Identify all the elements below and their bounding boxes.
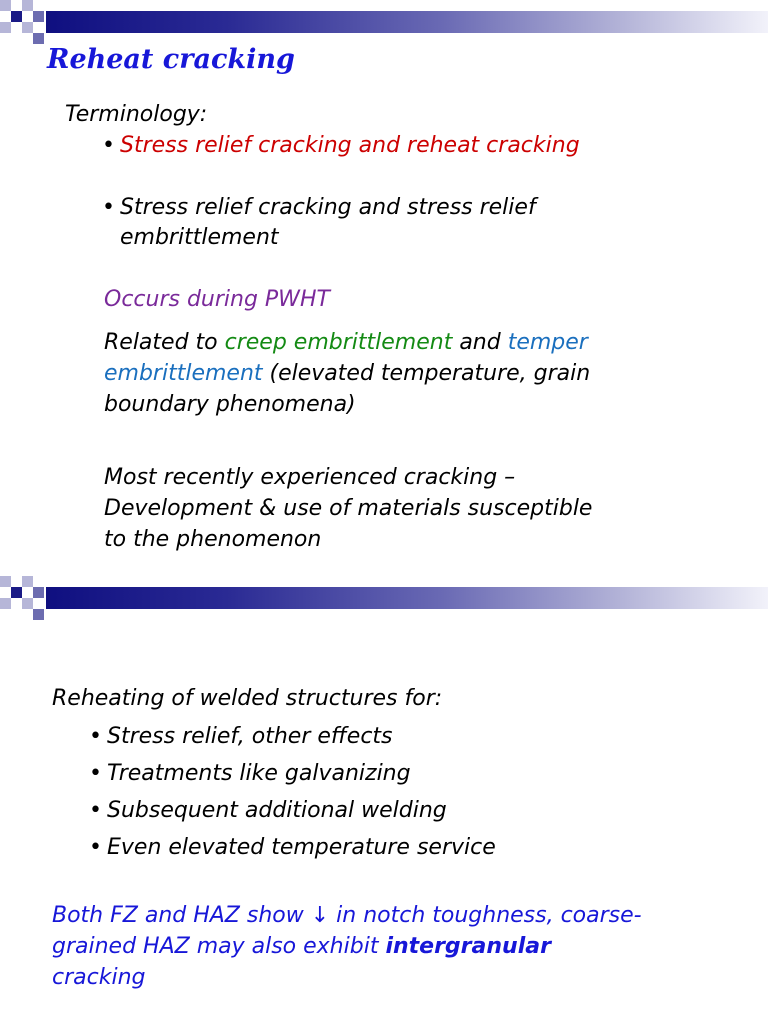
bullet-icon: • xyxy=(89,761,102,786)
bullet-text: Subsequent additional welding xyxy=(107,798,447,823)
deco-square xyxy=(0,22,11,33)
reheating-intro: Reheating of welded structures for: xyxy=(52,686,443,711)
bullet-text: Stress relief, other effects xyxy=(107,724,393,749)
deco-square xyxy=(11,11,22,22)
deco-square xyxy=(22,22,33,33)
related-line-1 xyxy=(104,327,588,358)
note-line-1: Both FZ and HAZ show ↓ in notch toughness, coarse- xyxy=(52,903,642,928)
bullet-text: Stress relief cracking and stress relief xyxy=(120,195,536,220)
occurs-statement: Occurs during PWHT xyxy=(104,287,330,312)
header-gradient-bar xyxy=(46,11,768,33)
recent-line-2: Development & use of materials susceptible xyxy=(104,496,593,521)
bullet-text: Stress relief cracking and reheat cracking xyxy=(120,133,580,158)
deco-square xyxy=(22,598,33,609)
temper-text: temper xyxy=(507,330,588,355)
deco-square xyxy=(33,609,44,620)
header-band-top xyxy=(0,0,768,46)
deco-square xyxy=(0,576,11,587)
slide-title: Reheat cracking xyxy=(47,44,295,75)
recent-line-3: to the phenomenon xyxy=(104,527,322,552)
related-line-3: boundary phenomena) xyxy=(104,392,356,417)
note-text: grained HAZ may also exhibit xyxy=(52,934,386,959)
embrittlement-text: embrittlement xyxy=(104,361,263,386)
bullet-text-continued: embrittlement xyxy=(120,225,279,250)
related-line-2 xyxy=(104,358,590,389)
deco-square xyxy=(11,587,22,598)
deco-square xyxy=(22,576,33,587)
bullet-icon: • xyxy=(102,133,115,158)
creep-embrittlement-text: creep embrittlement xyxy=(224,330,453,355)
deco-square xyxy=(33,11,44,22)
related-text: Related to xyxy=(104,330,225,355)
bullet-icon: • xyxy=(102,195,115,220)
terminology-label: Terminology: xyxy=(65,102,208,127)
related-rest-text: (elevated temperature, grain xyxy=(262,361,591,386)
deco-square xyxy=(0,0,11,11)
bullet-text: Treatments like galvanizing xyxy=(107,761,411,786)
deco-square xyxy=(22,0,33,11)
note-line-3: cracking xyxy=(52,965,146,990)
intergranular-emphasis: intergranular xyxy=(385,934,551,959)
recent-line-1: Most recently experienced cracking – xyxy=(104,465,516,490)
header-band-bottom xyxy=(0,576,768,622)
bullet-icon: • xyxy=(89,798,102,823)
deco-square xyxy=(33,33,44,44)
bullet-text: Even elevated temperature service xyxy=(107,835,496,860)
bullet-icon: • xyxy=(89,835,102,860)
and-text: and xyxy=(452,330,508,355)
bullet-icon: • xyxy=(89,724,102,749)
deco-square xyxy=(0,598,11,609)
header-gradient-bar xyxy=(46,587,768,609)
deco-square xyxy=(33,587,44,598)
note-line-2 xyxy=(52,931,551,962)
